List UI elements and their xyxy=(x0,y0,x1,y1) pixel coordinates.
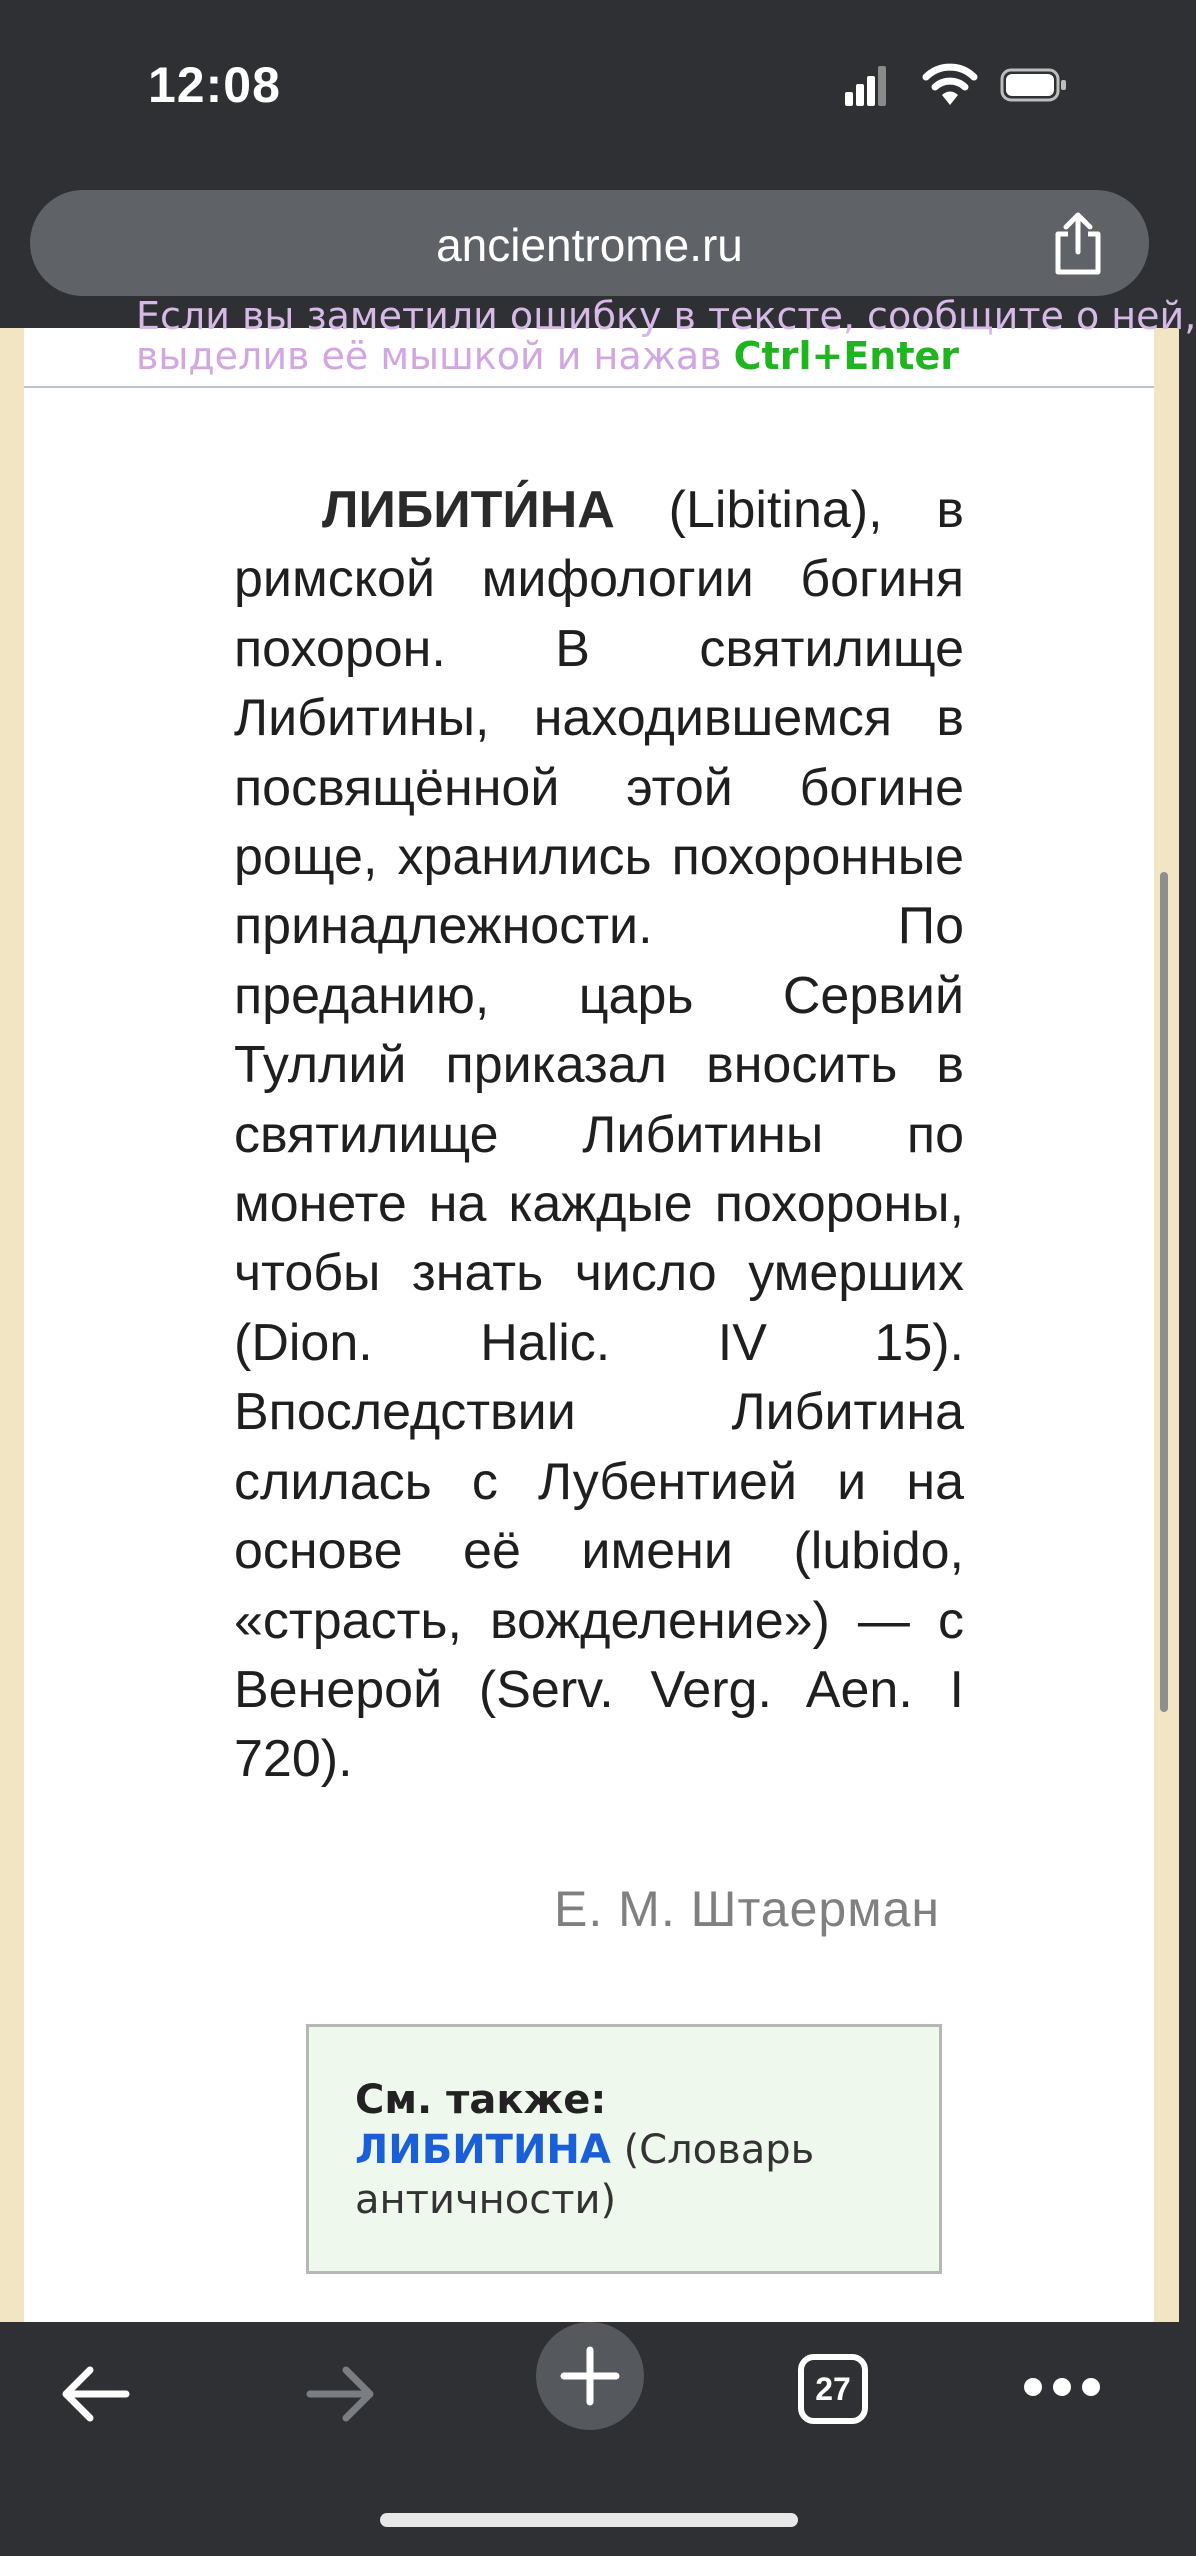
article-headword: ЛИБИТИ́НА xyxy=(322,481,615,539)
address-bar[interactable] xyxy=(30,190,1149,296)
battery-icon xyxy=(1000,68,1068,102)
error-hint-shortcut: Ctrl+Enter xyxy=(733,334,960,378)
tabs-button[interactable]: 27 xyxy=(798,2354,868,2424)
see-also-box xyxy=(306,2024,942,2274)
article-text xyxy=(234,476,964,1795)
error-hint xyxy=(136,334,959,378)
url-text: ancientrome.ru xyxy=(436,219,743,271)
wifi-icon xyxy=(924,63,976,107)
error-hint-partial: Если вы заметили ошибку в тексте, сообщите о ней, xyxy=(136,294,1196,338)
see-also-link[interactable]: ЛИБИТИНА xyxy=(355,2127,611,2173)
error-hint-text: выделив её мышкой и нажав xyxy=(136,334,734,378)
see-also-label: См. также: xyxy=(355,2077,607,2123)
plus-icon xyxy=(536,2322,644,2430)
home-indicator xyxy=(380,2513,798,2527)
article-author: Е. М. Штаерман xyxy=(554,1881,940,1937)
divider xyxy=(24,386,1154,388)
web-page xyxy=(0,294,1196,2328)
article-body: (Libitina), в римской мифологии богиня похорон. В святилище Либитины, находившемся в посвящённой этой богине роще, хранились похоронные принадлежности. По преданию, царь Сервий Туллий приказал вносить в святилище Либитины по монете на каждые похороны, чтобы знать число умерших (Dion. Halic. IV 15). Впоследствии Либитина слилась с Лубентией и на основе её имени (lubido, «страсть, вожделение») — с Венерой (Serv. Verg. Aen. I 720). xyxy=(234,481,964,1789)
status-time: 12:08 xyxy=(148,57,281,113)
status-bar xyxy=(0,0,1179,180)
see-also-note: (Словарь античности) xyxy=(355,2127,815,2223)
forward-arrow-icon[interactable] xyxy=(300,2362,380,2426)
page-content xyxy=(24,294,1196,2328)
more-options-icon[interactable] xyxy=(1024,2378,1100,2398)
scrollbar-thumb[interactable] xyxy=(1160,872,1168,1712)
share-icon[interactable] xyxy=(1050,212,1106,276)
back-arrow-icon[interactable] xyxy=(56,2362,136,2426)
cellular-signal-icon xyxy=(845,66,887,106)
new-tab-button[interactable] xyxy=(536,2322,644,2430)
